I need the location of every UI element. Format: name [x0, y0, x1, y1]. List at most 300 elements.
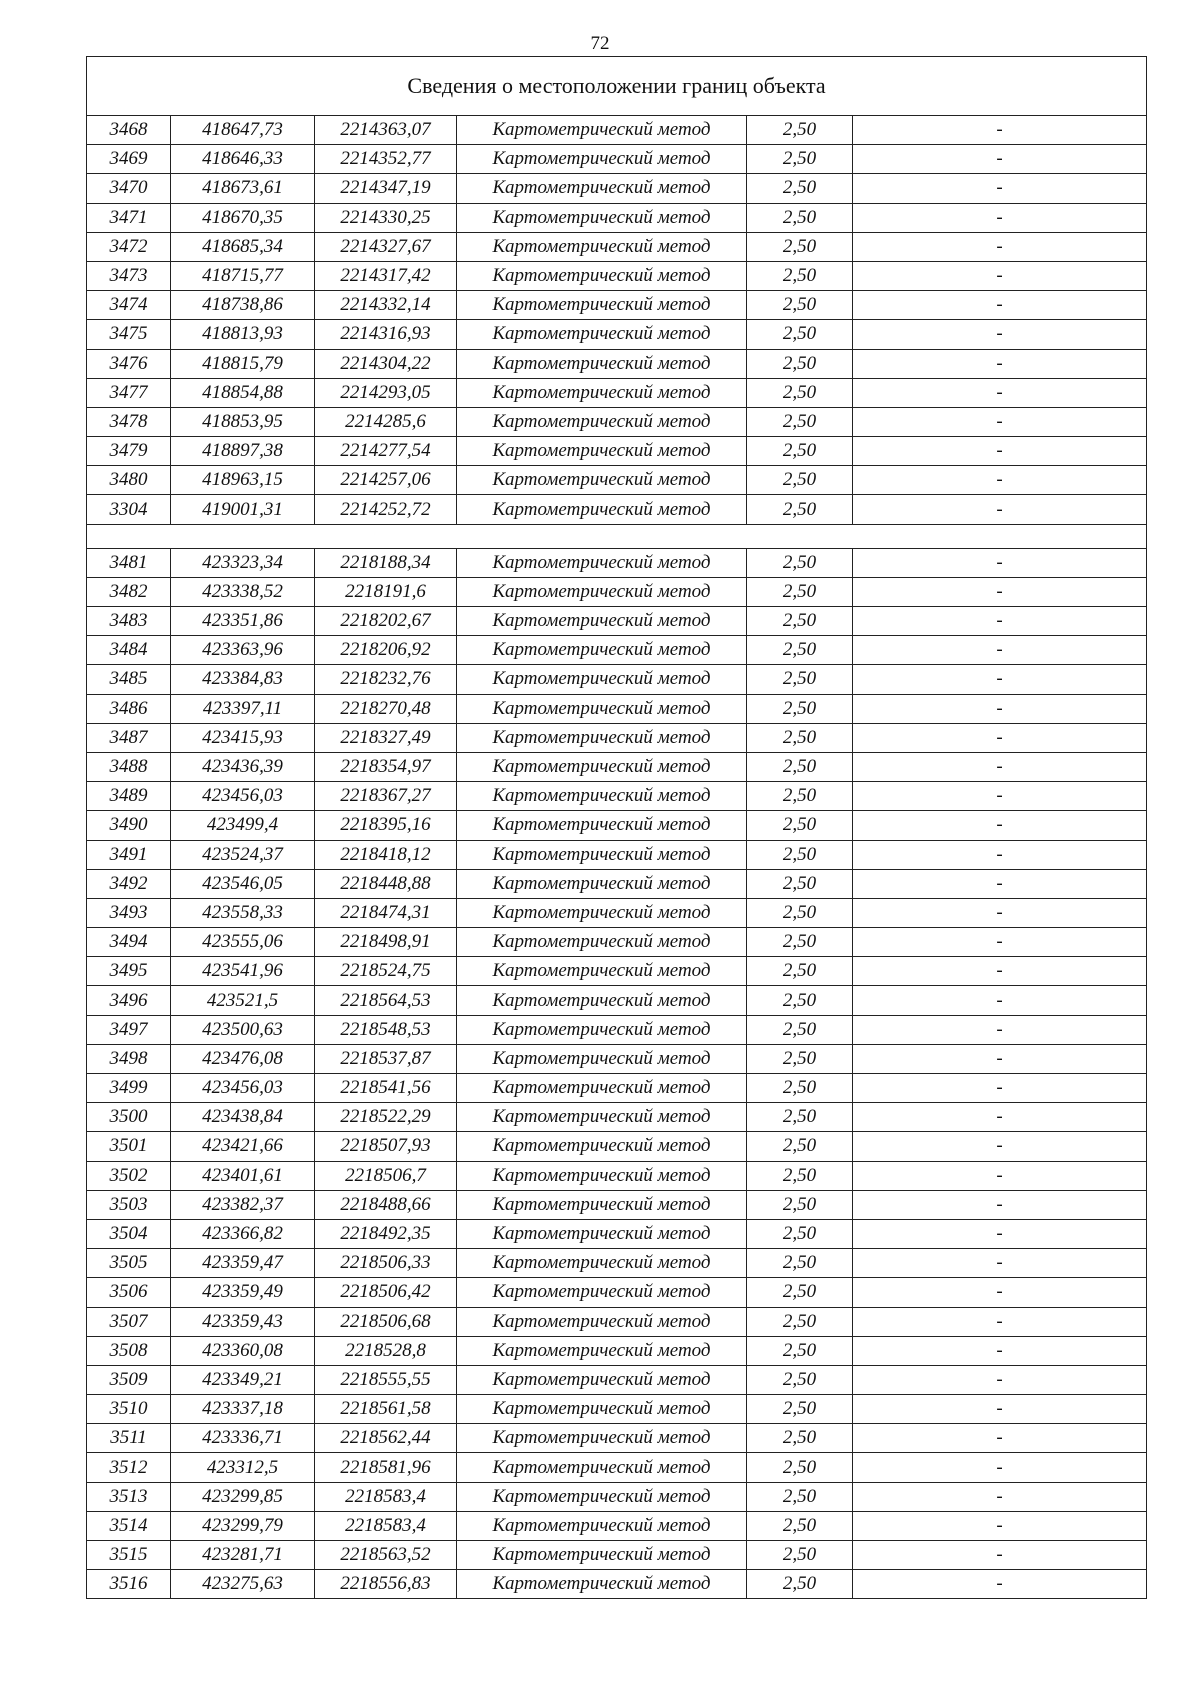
cell-coord-x: 423363,96 [171, 636, 315, 665]
table-title: Сведения о местоположении границ объекта [87, 57, 1147, 116]
table-row [87, 437, 1147, 466]
cell-accuracy: 2,50 [747, 291, 853, 320]
table-row [87, 1219, 1147, 1248]
cell-coord-x: 423275,63 [171, 1570, 315, 1599]
cell-description: - [853, 232, 1147, 261]
cell-coord-x: 423401,61 [171, 1161, 315, 1190]
cell-coord-y: 2218202,67 [315, 607, 457, 636]
cell-point-number: 3505 [87, 1249, 171, 1278]
cell-determination-method: Картометрический метод [457, 1570, 747, 1599]
cell-point-number: 3504 [87, 1219, 171, 1248]
cell-description: - [853, 1132, 1147, 1161]
cell-point-number: 3488 [87, 752, 171, 781]
cell-coord-y: 2218507,93 [315, 1132, 457, 1161]
cell-description: - [853, 116, 1147, 145]
cell-coord-y: 2218522,29 [315, 1103, 457, 1132]
table-row [87, 466, 1147, 495]
cell-coord-y: 2218524,75 [315, 957, 457, 986]
cell-point-number: 3511 [87, 1424, 171, 1453]
table-row [87, 1190, 1147, 1219]
cell-determination-method: Картометрический метод [457, 378, 747, 407]
cell-determination-method: Картометрический метод [457, 928, 747, 957]
cell-coord-y: 2218555,55 [315, 1365, 457, 1394]
cell-point-number: 3493 [87, 898, 171, 927]
cell-point-number: 3469 [87, 145, 171, 174]
cell-description: - [853, 1541, 1147, 1570]
cell-determination-method: Картометрический метод [457, 1219, 747, 1248]
table-row [87, 1395, 1147, 1424]
cell-point-number: 3506 [87, 1278, 171, 1307]
cell-point-number: 3503 [87, 1190, 171, 1219]
table-row [87, 1365, 1147, 1394]
cell-accuracy: 2,50 [747, 898, 853, 927]
cell-coord-y: 2218492,35 [315, 1219, 457, 1248]
cell-accuracy: 2,50 [747, 1132, 853, 1161]
cell-accuracy: 2,50 [747, 694, 853, 723]
table-row [87, 1570, 1147, 1599]
cell-coord-x: 423281,71 [171, 1541, 315, 1570]
cell-coord-y: 2218354,97 [315, 752, 457, 781]
cell-coord-y: 2218562,44 [315, 1424, 457, 1453]
separator-row [87, 524, 1147, 548]
cell-description: - [853, 407, 1147, 436]
cell-coord-x: 423336,71 [171, 1424, 315, 1453]
cell-accuracy: 2,50 [747, 174, 853, 203]
table-row [87, 1482, 1147, 1511]
table-row [87, 232, 1147, 261]
cell-determination-method: Картометрический метод [457, 1278, 747, 1307]
cell-determination-method: Картометрический метод [457, 1511, 747, 1540]
cell-determination-method: Картометрический метод [457, 495, 747, 524]
cell-coord-x: 423359,43 [171, 1307, 315, 1336]
table-row [87, 203, 1147, 232]
table-row [87, 636, 1147, 665]
cell-coord-x: 423499,4 [171, 811, 315, 840]
cell-determination-method: Картометрический метод [457, 1541, 747, 1570]
cell-point-number: 3495 [87, 957, 171, 986]
cell-accuracy: 2,50 [747, 1365, 853, 1394]
cell-coord-x: 423436,39 [171, 752, 315, 781]
cell-description: - [853, 203, 1147, 232]
cell-accuracy: 2,50 [747, 1395, 853, 1424]
cell-coord-x: 423476,08 [171, 1044, 315, 1073]
cell-accuracy: 2,50 [747, 665, 853, 694]
cell-coord-x: 423323,34 [171, 548, 315, 577]
cell-accuracy: 2,50 [747, 636, 853, 665]
cell-accuracy: 2,50 [747, 320, 853, 349]
cell-point-number: 3487 [87, 723, 171, 752]
cell-accuracy: 2,50 [747, 378, 853, 407]
cell-coord-x: 423558,33 [171, 898, 315, 927]
cell-coord-y: 2214316,93 [315, 320, 457, 349]
cell-point-number: 3494 [87, 928, 171, 957]
table-row [87, 723, 1147, 752]
cell-accuracy: 2,50 [747, 1190, 853, 1219]
cell-coord-y: 2214330,25 [315, 203, 457, 232]
cell-accuracy: 2,50 [747, 232, 853, 261]
cell-coord-x: 423555,06 [171, 928, 315, 957]
cell-coord-y: 2218506,7 [315, 1161, 457, 1190]
cell-coord-y: 2214327,67 [315, 232, 457, 261]
cell-description: - [853, 1044, 1147, 1073]
cell-coord-x: 418853,95 [171, 407, 315, 436]
cell-point-number: 3512 [87, 1453, 171, 1482]
cell-accuracy: 2,50 [747, 1161, 853, 1190]
table-row [87, 752, 1147, 781]
cell-point-number: 3480 [87, 466, 171, 495]
cell-point-number: 3484 [87, 636, 171, 665]
cell-accuracy: 2,50 [747, 752, 853, 781]
table-row [87, 782, 1147, 811]
cell-point-number: 3491 [87, 840, 171, 869]
cell-accuracy: 2,50 [747, 1249, 853, 1278]
cell-determination-method: Картометрический метод [457, 811, 747, 840]
cell-description: - [853, 1511, 1147, 1540]
table-row [87, 1424, 1147, 1453]
cell-description: - [853, 1336, 1147, 1365]
cell-description: - [853, 174, 1147, 203]
cell-description: - [853, 636, 1147, 665]
page-number: 72 [590, 33, 610, 54]
cell-determination-method: Картометрический метод [457, 232, 747, 261]
cell-coord-y: 2218528,8 [315, 1336, 457, 1365]
cell-coord-y: 2218498,91 [315, 928, 457, 957]
cell-accuracy: 2,50 [747, 548, 853, 577]
table-row [87, 1453, 1147, 1482]
cell-description: - [853, 291, 1147, 320]
cell-accuracy: 2,50 [747, 1103, 853, 1132]
cell-coord-y: 2214332,14 [315, 291, 457, 320]
cell-coord-y: 2218232,76 [315, 665, 457, 694]
cell-determination-method: Картометрический метод [457, 1074, 747, 1103]
cell-coord-x: 423524,37 [171, 840, 315, 869]
cell-accuracy: 2,50 [747, 1453, 853, 1482]
cell-accuracy: 2,50 [747, 1278, 853, 1307]
cell-coord-x: 423299,79 [171, 1511, 315, 1540]
cell-description: - [853, 145, 1147, 174]
cell-point-number: 3489 [87, 782, 171, 811]
cell-description: - [853, 694, 1147, 723]
cell-point-number: 3510 [87, 1395, 171, 1424]
cell-coord-x: 423359,47 [171, 1249, 315, 1278]
cell-coord-x: 418813,93 [171, 320, 315, 349]
cell-description: - [853, 1482, 1147, 1511]
cell-point-number: 3474 [87, 291, 171, 320]
cell-coord-y: 2218418,12 [315, 840, 457, 869]
cell-determination-method: Картометрический метод [457, 349, 747, 378]
cell-point-number: 3475 [87, 320, 171, 349]
cell-accuracy: 2,50 [747, 437, 853, 466]
cell-accuracy: 2,50 [747, 1570, 853, 1599]
cell-determination-method: Картометрический метод [457, 1132, 747, 1161]
cell-point-number: 3472 [87, 232, 171, 261]
table-row [87, 928, 1147, 957]
cell-description: - [853, 466, 1147, 495]
cell-coord-y: 2218206,92 [315, 636, 457, 665]
cell-coord-y: 2218395,16 [315, 811, 457, 840]
cell-coord-y: 2218537,87 [315, 1044, 457, 1073]
cell-point-number: 3516 [87, 1570, 171, 1599]
cell-coord-x: 423415,93 [171, 723, 315, 752]
cell-determination-method: Картометрический метод [457, 1044, 747, 1073]
cell-determination-method: Картометрический метод [457, 957, 747, 986]
cell-coord-x: 418673,61 [171, 174, 315, 203]
cell-point-number: 3486 [87, 694, 171, 723]
table-row [87, 291, 1147, 320]
cell-coord-y: 2214304,22 [315, 349, 457, 378]
cell-description: - [853, 437, 1147, 466]
cell-coord-x: 423337,18 [171, 1395, 315, 1424]
cell-coord-y: 2214363,07 [315, 116, 457, 145]
cell-coord-x: 423397,11 [171, 694, 315, 723]
cell-coord-x: 423456,03 [171, 782, 315, 811]
cell-coord-y: 2214317,42 [315, 261, 457, 290]
cell-point-number: 3473 [87, 261, 171, 290]
cell-accuracy: 2,50 [747, 203, 853, 232]
table-row [87, 261, 1147, 290]
cell-description: - [853, 840, 1147, 869]
table-row [87, 349, 1147, 378]
cell-coord-y: 2218488,66 [315, 1190, 457, 1219]
cell-coord-x: 418815,79 [171, 349, 315, 378]
table-row [87, 1044, 1147, 1073]
cell-determination-method: Картометрический метод [457, 1103, 747, 1132]
cell-coord-y: 2214352,77 [315, 145, 457, 174]
cell-determination-method: Картометрический метод [457, 1482, 747, 1511]
cell-description: - [853, 752, 1147, 781]
cell-coord-x: 423382,37 [171, 1190, 315, 1219]
cell-accuracy: 2,50 [747, 1015, 853, 1044]
table-row [87, 495, 1147, 524]
cell-determination-method: Картометрический метод [457, 898, 747, 927]
cell-coord-y: 2218448,88 [315, 869, 457, 898]
cell-coord-x: 418897,38 [171, 437, 315, 466]
cell-point-number: 3496 [87, 986, 171, 1015]
cell-determination-method: Картометрический метод [457, 1249, 747, 1278]
cell-description: - [853, 986, 1147, 1015]
cell-coord-x: 423338,52 [171, 577, 315, 606]
cell-point-number: 3481 [87, 548, 171, 577]
cell-coord-y: 2218188,34 [315, 548, 457, 577]
cell-accuracy: 2,50 [747, 577, 853, 606]
cell-coord-y: 2218327,49 [315, 723, 457, 752]
cell-determination-method: Картометрический метод [457, 116, 747, 145]
cell-point-number: 3499 [87, 1074, 171, 1103]
cell-accuracy: 2,50 [747, 495, 853, 524]
table-row [87, 1541, 1147, 1570]
cell-description: - [853, 1278, 1147, 1307]
table-row [87, 548, 1147, 577]
cell-coord-x: 423421,66 [171, 1132, 315, 1161]
table-row [87, 407, 1147, 436]
cell-point-number: 3471 [87, 203, 171, 232]
cell-coord-x: 418854,88 [171, 378, 315, 407]
table-row [87, 957, 1147, 986]
cell-determination-method: Картометрический метод [457, 782, 747, 811]
table-row [87, 898, 1147, 927]
cell-description: - [853, 898, 1147, 927]
cell-description: - [853, 261, 1147, 290]
cell-description: - [853, 1015, 1147, 1044]
cell-description: - [853, 782, 1147, 811]
cell-point-number: 3500 [87, 1103, 171, 1132]
cell-determination-method: Картометрический метод [457, 548, 747, 577]
cell-description: - [853, 928, 1147, 957]
cell-determination-method: Картометрический метод [457, 665, 747, 694]
cell-point-number: 3513 [87, 1482, 171, 1511]
cell-coord-y: 2218270,48 [315, 694, 457, 723]
cell-point-number: 3304 [87, 495, 171, 524]
cell-point-number: 3468 [87, 116, 171, 145]
cell-description: - [853, 1395, 1147, 1424]
cell-accuracy: 2,50 [747, 116, 853, 145]
cell-description: - [853, 1570, 1147, 1599]
cell-coord-y: 2218506,42 [315, 1278, 457, 1307]
cell-description: - [853, 607, 1147, 636]
cell-accuracy: 2,50 [747, 1424, 853, 1453]
cell-determination-method: Картометрический метод [457, 1395, 747, 1424]
cell-description: - [853, 320, 1147, 349]
cell-description: - [853, 957, 1147, 986]
cell-determination-method: Картометрический метод [457, 1365, 747, 1394]
cell-coord-x: 423521,5 [171, 986, 315, 1015]
cell-coord-x: 423500,63 [171, 1015, 315, 1044]
cell-point-number: 3508 [87, 1336, 171, 1365]
cell-accuracy: 2,50 [747, 607, 853, 636]
cell-description: - [853, 1453, 1147, 1482]
cell-determination-method: Картометрический метод [457, 1190, 747, 1219]
cell-point-number: 3482 [87, 577, 171, 606]
cell-coord-x: 423299,85 [171, 1482, 315, 1511]
cell-accuracy: 2,50 [747, 1541, 853, 1570]
cell-coord-x: 423438,84 [171, 1103, 315, 1132]
cell-coord-x: 418963,15 [171, 466, 315, 495]
cell-accuracy: 2,50 [747, 869, 853, 898]
table-row [87, 1074, 1147, 1103]
cell-coord-x: 418738,86 [171, 291, 315, 320]
cell-accuracy: 2,50 [747, 1511, 853, 1540]
cell-point-number: 3507 [87, 1307, 171, 1336]
cell-coord-x: 423360,08 [171, 1336, 315, 1365]
cell-description: - [853, 1307, 1147, 1336]
cell-accuracy: 2,50 [747, 466, 853, 495]
cell-accuracy: 2,50 [747, 349, 853, 378]
cell-coord-x: 418685,34 [171, 232, 315, 261]
cell-determination-method: Картометрический метод [457, 466, 747, 495]
cell-accuracy: 2,50 [747, 928, 853, 957]
table-row [87, 320, 1147, 349]
cell-description: - [853, 548, 1147, 577]
cell-coord-y: 2214347,19 [315, 174, 457, 203]
cell-point-number: 3492 [87, 869, 171, 898]
cell-coord-y: 2218548,53 [315, 1015, 457, 1044]
cell-coord-y: 2218506,68 [315, 1307, 457, 1336]
cell-accuracy: 2,50 [747, 407, 853, 436]
cell-determination-method: Картометрический метод [457, 869, 747, 898]
cell-coord-x: 423546,05 [171, 869, 315, 898]
cell-coord-y: 2218583,4 [315, 1482, 457, 1511]
cell-coord-x: 423359,49 [171, 1278, 315, 1307]
cell-coord-x: 418670,35 [171, 203, 315, 232]
cell-coord-x: 423349,21 [171, 1365, 315, 1394]
cell-coord-x: 418647,73 [171, 116, 315, 145]
cell-description: - [853, 1103, 1147, 1132]
cell-coord-y: 2218191,6 [315, 577, 457, 606]
cell-point-number: 3479 [87, 437, 171, 466]
cell-coord-x: 423312,5 [171, 1453, 315, 1482]
table-row [87, 174, 1147, 203]
table-title-row [87, 57, 1147, 116]
cell-determination-method: Картометрический метод [457, 1453, 747, 1482]
cell-description: - [853, 811, 1147, 840]
cell-accuracy: 2,50 [747, 1482, 853, 1511]
cell-coord-y: 2218474,31 [315, 898, 457, 927]
cell-accuracy: 2,50 [747, 840, 853, 869]
table-row [87, 378, 1147, 407]
table-row [87, 1103, 1147, 1132]
table-row [87, 577, 1147, 606]
cell-description: - [853, 665, 1147, 694]
cell-determination-method: Картометрический метод [457, 1424, 747, 1453]
table-row [87, 840, 1147, 869]
cell-accuracy: 2,50 [747, 723, 853, 752]
cell-coord-x: 423456,03 [171, 1074, 315, 1103]
cell-determination-method: Картометрический метод [457, 437, 747, 466]
cell-accuracy: 2,50 [747, 1044, 853, 1073]
cell-determination-method: Картометрический метод [457, 694, 747, 723]
cell-point-number: 3514 [87, 1511, 171, 1540]
cell-point-number: 3502 [87, 1161, 171, 1190]
cell-determination-method: Картометрический метод [457, 1336, 747, 1365]
cell-description: - [853, 1161, 1147, 1190]
cell-coord-y: 2218506,33 [315, 1249, 457, 1278]
cell-determination-method: Картометрический метод [457, 723, 747, 752]
cell-coord-x: 418646,33 [171, 145, 315, 174]
cell-description: - [853, 349, 1147, 378]
cell-description: - [853, 577, 1147, 606]
cell-determination-method: Картометрический метод [457, 1015, 747, 1044]
table-body [87, 57, 1147, 1599]
cell-description: - [853, 495, 1147, 524]
cell-determination-method: Картометрический метод [457, 407, 747, 436]
cell-description: - [853, 1424, 1147, 1453]
cell-point-number: 3497 [87, 1015, 171, 1044]
table-row [87, 1278, 1147, 1307]
table-row [87, 1307, 1147, 1336]
cell-point-number: 3515 [87, 1541, 171, 1570]
table-row [87, 1249, 1147, 1278]
cell-description: - [853, 378, 1147, 407]
cell-accuracy: 2,50 [747, 986, 853, 1015]
table-row [87, 986, 1147, 1015]
cell-coord-y: 2218563,52 [315, 1541, 457, 1570]
boundary-coordinates-table [86, 56, 1147, 1599]
cell-determination-method: Картометрический метод [457, 291, 747, 320]
cell-coord-x: 423384,83 [171, 665, 315, 694]
cell-coord-x: 423541,96 [171, 957, 315, 986]
cell-point-number: 3470 [87, 174, 171, 203]
table-row [87, 145, 1147, 174]
cell-accuracy: 2,50 [747, 1336, 853, 1365]
cell-determination-method: Картометрический метод [457, 174, 747, 203]
cell-description: - [853, 1365, 1147, 1394]
cell-description: - [853, 1074, 1147, 1103]
cell-determination-method: Картометрический метод [457, 577, 747, 606]
cell-coord-y: 2218541,56 [315, 1074, 457, 1103]
cell-coord-x: 418715,77 [171, 261, 315, 290]
cell-coord-y: 2218556,83 [315, 1570, 457, 1599]
table-row [87, 1511, 1147, 1540]
